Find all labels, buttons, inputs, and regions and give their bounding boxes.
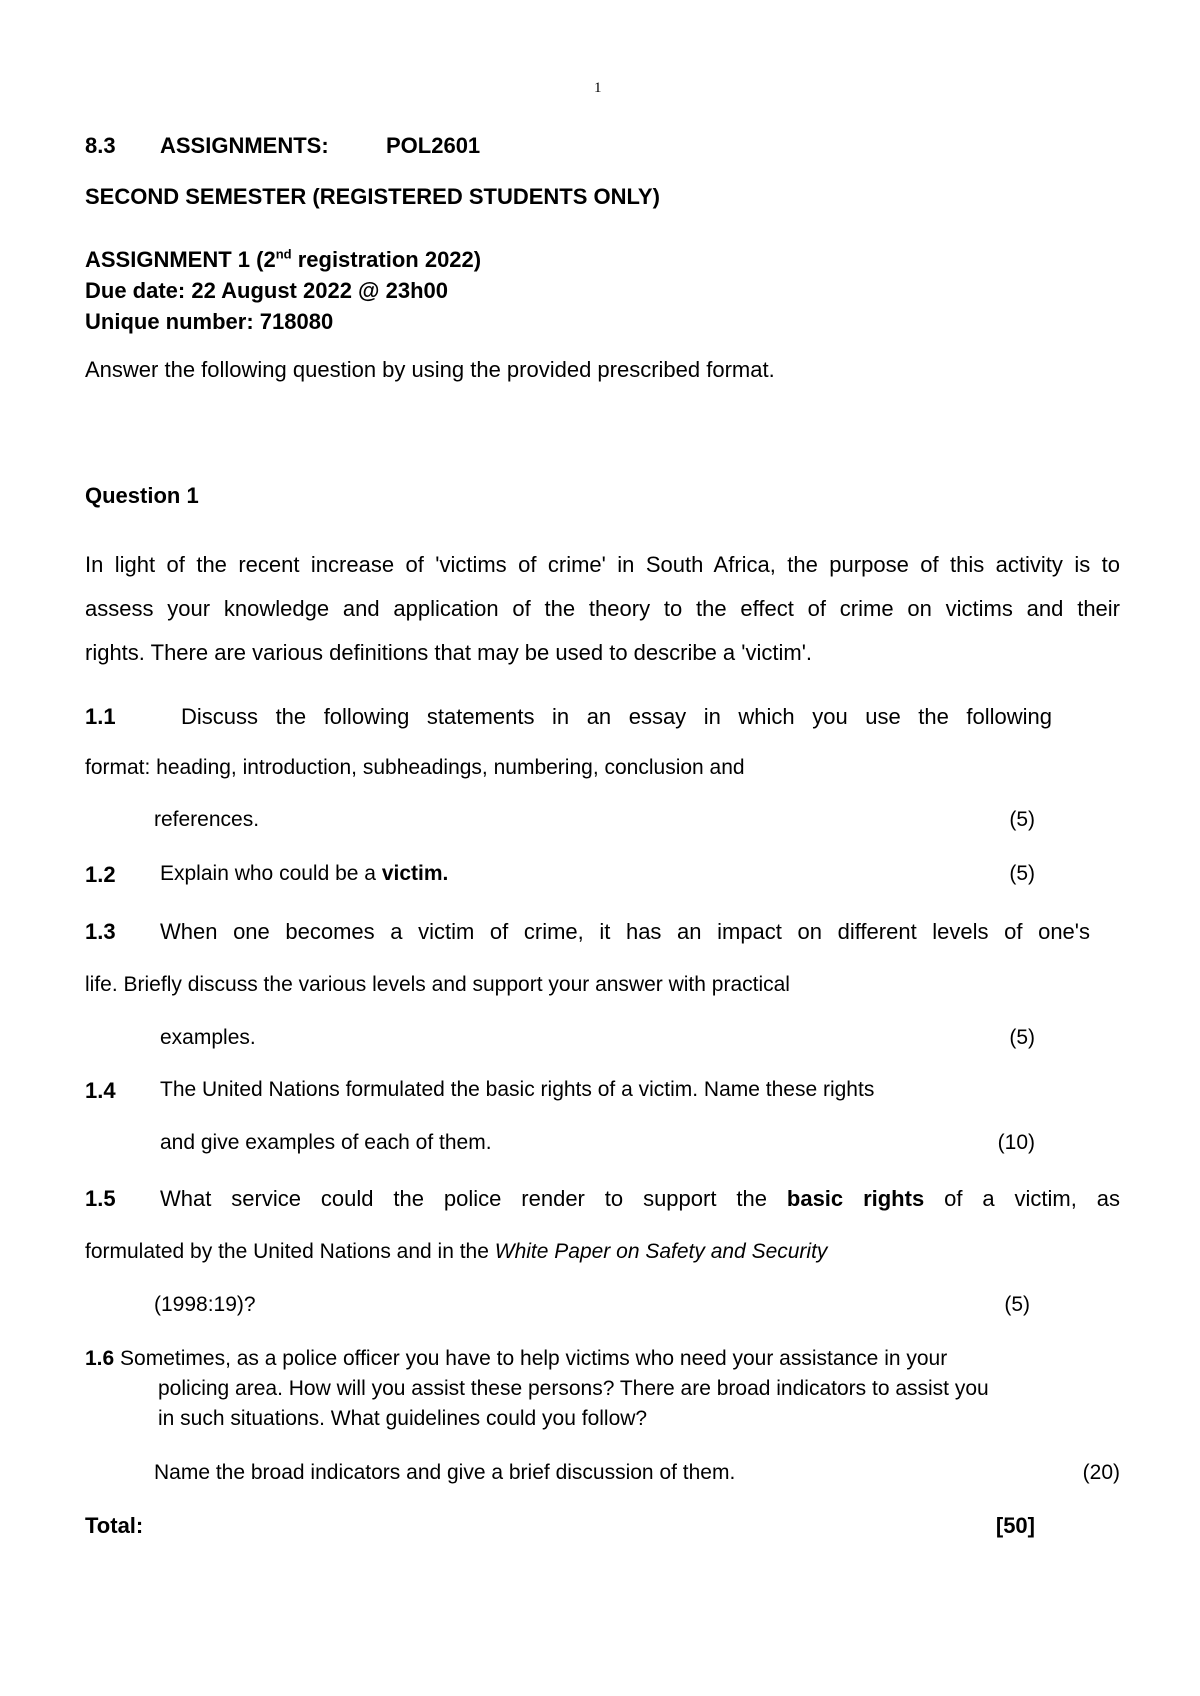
q1-5-line-1-bold: basic rights [786,1186,925,1211]
q1-4-line-1: The United Nations formulated the basic rights of a victim. Name these rights [160,1078,875,1101]
q1-1-mark: (5) [1009,808,1035,831]
total-value: [50] [995,1513,1035,1538]
q1-6-mark: (20) [1082,1461,1120,1484]
q1-6-line-4: Name the broad indicators and give a brief discussion of them. [154,1461,736,1484]
question-intro-line-2: assess your knowledge and application of the theory to the effect of crime on victims and their [85,596,1120,621]
page-number: 1 [594,80,602,96]
due-date: Due date: 22 August 2022 @ 23h00 [85,278,448,303]
assignment-title [85,247,481,273]
assignment-title-prefix: ASSIGNMENT 1 (2 [85,247,276,272]
assignments-label: ASSIGNMENTS: [160,133,329,158]
q1-5-line-2 [85,1240,827,1264]
section-number: 8.3 [85,133,116,158]
q1-5-line-2-a: formulated by the United Nations and in the [85,1240,495,1263]
q1-1-line-1: Discuss the following statements in an essay in which you use the following [181,704,1052,729]
q1-5-line-3: (1998:19)? [154,1293,256,1316]
q1-5-line-1-a: What service could the police render to support the [160,1186,787,1211]
q1-5-mark: (5) [1004,1293,1030,1316]
q1-2-text [160,862,448,886]
q1-1-line-2: format: heading, introduction, subheadings, numbering, conclusion and [85,756,745,779]
instruction: Answer the following question by using the provided prescribed format. [85,357,775,382]
unique-number: Unique number: 718080 [85,309,334,334]
q1-5-line-1 [160,1186,1120,1212]
q1-5-line-1-b: of a victim, as [924,1186,1121,1211]
q1-2-text-bold: victim. [381,862,449,885]
q1-3-line-2: life. Briefly discuss the various levels and support your answer with practical [85,973,790,996]
q1-3-line-1: When one becomes a victim of crime, it has an impact on different levels of one's [160,919,1090,944]
semester-line: SECOND SEMESTER (REGISTERED STUDENTS ONLY) [85,184,660,209]
q1-6-line-3: in such situations. What guidelines could you follow? [158,1407,648,1430]
q1-6-line-1-text: Sometimes, as a police officer you have to help victims who need your assistance in your [114,1347,948,1370]
total-label: Total: [85,1513,144,1538]
q1-5-number: 1.5 [85,1186,116,1211]
q1-2-text-plain: Explain who could be a [160,862,382,885]
q1-3-line-3: examples. [160,1026,256,1049]
q1-6-line-2: policing area. How will you assist these persons? There are broad indicators to assist you [158,1377,989,1400]
q1-6-line-1 [85,1347,947,1371]
module-code: POL2601 [386,133,481,158]
question-intro-line-3: rights. There are various definitions that may be used to describe a 'victim'. [85,640,813,665]
question-heading: Question 1 [85,483,199,508]
q1-3-mark: (5) [1009,1026,1035,1049]
q1-6-number: 1.6 [85,1347,115,1370]
q1-2-number: 1.2 [85,862,116,887]
q1-4-mark: (10) [997,1131,1035,1154]
q1-1-number: 1.1 [85,704,116,729]
q1-3-number: 1.3 [85,919,116,944]
q1-2-mark: (5) [1009,862,1035,885]
question-intro-line-1: In light of the recent increase of 'victims of crime' in South Africa, the purpose of this activity is to [85,552,1120,577]
q1-5-line-2-italic: White Paper on Safety and Security [494,1240,828,1263]
assignment-title-sup: nd [275,246,292,262]
q1-4-number: 1.4 [85,1078,116,1103]
assignment-title-suffix: registration 2022) [291,247,482,272]
q1-1-line-3: references. [154,808,260,831]
q1-4-line-2: and give examples of each of them. [160,1131,492,1154]
